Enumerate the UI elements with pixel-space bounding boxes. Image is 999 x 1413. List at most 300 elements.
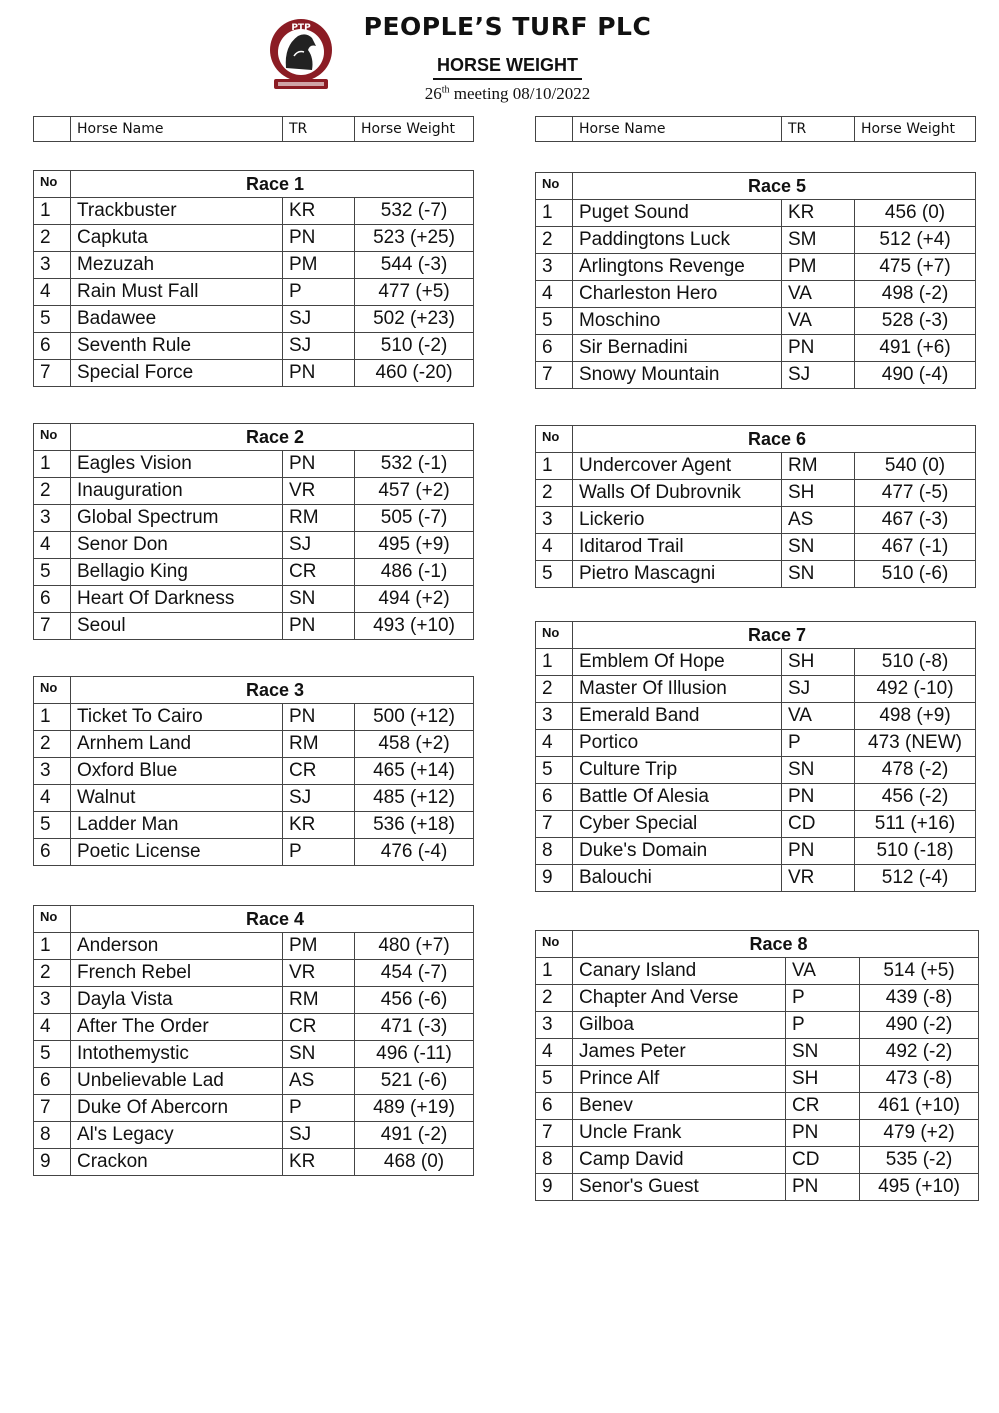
entry-number: 6	[536, 335, 573, 362]
horse-weight: 486 (-1)	[355, 559, 474, 586]
entry-number: 6	[536, 1093, 573, 1120]
no-header: No	[536, 426, 573, 453]
entry-number: 4	[34, 785, 71, 812]
table-row	[536, 757, 976, 784]
table-row	[34, 812, 474, 839]
entry-number: 7	[536, 811, 573, 838]
table-row	[536, 335, 976, 362]
meeting-info: 26th meeting 08/10/2022	[424, 84, 591, 103]
entry-number: 6	[34, 1068, 71, 1095]
horse-name: Walls Of Dubrovnik	[573, 480, 782, 507]
entry-number: 3	[34, 758, 71, 785]
table-row	[536, 649, 976, 676]
trainer-code: KR	[782, 200, 855, 227]
trainer-code: VA	[782, 281, 855, 308]
horse-weight: 493 (+10)	[355, 613, 474, 640]
horse-weight: 544 (-3)	[355, 252, 474, 279]
horse-weight: 492 (-10)	[855, 676, 976, 703]
entry-number: 2	[536, 227, 573, 254]
table-row	[536, 730, 976, 757]
horse-weight: 461 (+10)	[860, 1093, 979, 1120]
no-header: No	[34, 424, 71, 451]
trainer-code: SJ	[782, 676, 855, 703]
horse-weight: 471 (-3)	[355, 1014, 474, 1041]
trainer-code: RM	[283, 987, 355, 1014]
horse-weight: 473 (NEW)	[855, 730, 976, 757]
trainer-code: VA	[782, 703, 855, 730]
horse-name-header: Horse Name	[573, 117, 782, 142]
trainer-code: PM	[782, 254, 855, 281]
table-row	[536, 1039, 979, 1066]
table-row	[536, 200, 976, 227]
trainer-code: P	[283, 279, 355, 306]
horse-weight: 473 (-8)	[860, 1066, 979, 1093]
horse-name: Paddingtons Luck	[573, 227, 782, 254]
race-title: Race 4	[71, 906, 474, 933]
trainer-code: KR	[283, 812, 355, 839]
horse-name: Arnhem Land	[71, 731, 283, 758]
table-row	[536, 784, 976, 811]
trainer-code: VR	[283, 478, 355, 505]
entry-number: 6	[536, 784, 573, 811]
column-header-right	[535, 116, 976, 142]
entry-number: 5	[536, 308, 573, 335]
trainer-code: SJ	[283, 532, 355, 559]
entry-number: 3	[34, 252, 71, 279]
race-table-4	[33, 905, 474, 1176]
horse-name: Bellagio King	[71, 559, 283, 586]
trainer-code: SH	[782, 649, 855, 676]
entry-number: 8	[34, 1122, 71, 1149]
horse-name: Intothemystic	[71, 1041, 283, 1068]
entry-number: 2	[34, 731, 71, 758]
entry-number: 3	[34, 987, 71, 1014]
trainer-code: P	[786, 1012, 860, 1039]
horse-name: Master Of Illusion	[573, 676, 782, 703]
horse-weight: 489 (+19)	[355, 1095, 474, 1122]
horse-name: Senor's Guest	[573, 1174, 786, 1201]
table-row	[34, 306, 474, 333]
horse-name: Crackon	[71, 1149, 283, 1176]
horse-name: Trackbuster	[71, 198, 283, 225]
entry-number: 7	[34, 613, 71, 640]
entry-number: 1	[536, 453, 573, 480]
table-row	[34, 613, 474, 640]
horse-weight: 460 (-20)	[355, 360, 474, 387]
horse-name: Badawee	[71, 306, 283, 333]
horse-name: Arlingtons Revenge	[573, 254, 782, 281]
trainer-code: PM	[283, 252, 355, 279]
race-title: Race 1	[71, 171, 474, 198]
table-row	[536, 1147, 979, 1174]
horse-name: Capkuta	[71, 225, 283, 252]
table-row	[34, 839, 474, 866]
trainer-code: SJ	[283, 333, 355, 360]
table-row	[34, 279, 474, 306]
trainer-code: PN	[283, 451, 355, 478]
entry-number: 7	[536, 362, 573, 389]
table-row	[34, 478, 474, 505]
horse-weight: 456 (0)	[855, 200, 976, 227]
trainer-code: KR	[283, 1149, 355, 1176]
table-row	[536, 254, 976, 281]
horse-name: Emblem Of Hope	[573, 649, 782, 676]
horse-name: French Rebel	[71, 960, 283, 987]
horse-name: Poetic License	[71, 839, 283, 866]
horse-weight: 490 (-4)	[855, 362, 976, 389]
trainer-code: RM	[283, 731, 355, 758]
trainer-code: SJ	[782, 362, 855, 389]
horse-weight: 514 (+5)	[860, 958, 979, 985]
horse-name: Cyber Special	[573, 811, 782, 838]
table-row	[536, 362, 976, 389]
entry-number: 7	[536, 1120, 573, 1147]
entry-number: 5	[34, 812, 71, 839]
race-title: Race 7	[573, 622, 976, 649]
table-row	[34, 1149, 474, 1176]
horse-weight: 477 (-5)	[855, 480, 976, 507]
trainer-code: SJ	[283, 1122, 355, 1149]
trainer-code: SJ	[283, 306, 355, 333]
column-header-left	[33, 116, 474, 142]
horse-weight: 468 (0)	[355, 1149, 474, 1176]
trainer-code: PN	[283, 360, 355, 387]
horse-name: Heart Of Darkness	[71, 586, 283, 613]
tr-header: TR	[283, 117, 355, 142]
entry-number: 5	[34, 1041, 71, 1068]
table-row	[34, 1014, 474, 1041]
horse-name: James Peter	[573, 1039, 786, 1066]
table-row	[536, 561, 976, 588]
horse-name: Seventh Rule	[71, 333, 283, 360]
trainer-code: PN	[782, 838, 855, 865]
trainer-code: CD	[782, 811, 855, 838]
svg-text:PTP: PTP	[291, 23, 311, 33]
table-row	[34, 933, 474, 960]
trainer-code: CD	[786, 1147, 860, 1174]
horse-name: Walnut	[71, 785, 283, 812]
horse-weight: 454 (-7)	[355, 960, 474, 987]
entry-number: 4	[536, 730, 573, 757]
entry-number: 1	[34, 704, 71, 731]
entry-number: 2	[536, 985, 573, 1012]
table-row	[536, 281, 976, 308]
table-row	[34, 758, 474, 785]
table-row	[34, 532, 474, 559]
horse-weight: 532 (-1)	[355, 451, 474, 478]
company-title: PEOPLE’S TURF PLC	[363, 12, 652, 41]
trainer-code: SN	[782, 534, 855, 561]
trainer-code: PN	[786, 1174, 860, 1201]
table-row	[34, 1122, 474, 1149]
horse-weight: 491 (+6)	[855, 335, 976, 362]
horse-name-header: Horse Name	[71, 117, 283, 142]
no-header: No	[34, 677, 71, 704]
trainer-code: PN	[283, 613, 355, 640]
horse-weight: 492 (-2)	[860, 1039, 979, 1066]
document-subtitle: HORSE WEIGHT	[300, 55, 715, 80]
entry-number: 2	[34, 478, 71, 505]
horse-name: Prince Alf	[573, 1066, 786, 1093]
horse-name: Senor Don	[71, 532, 283, 559]
entry-number: 2	[536, 480, 573, 507]
entry-number: 6	[34, 839, 71, 866]
horse-weight: 439 (-8)	[860, 985, 979, 1012]
horse-name: Iditarod Trail	[573, 534, 782, 561]
entry-number: 2	[34, 960, 71, 987]
table-row	[536, 985, 979, 1012]
horse-name: Puget Sound	[573, 200, 782, 227]
trainer-code: CR	[283, 1014, 355, 1041]
trainer-code: CR	[283, 559, 355, 586]
horse-name: Balouchi	[573, 865, 782, 892]
horse-name: Dayla Vista	[71, 987, 283, 1014]
entry-number: 1	[536, 200, 573, 227]
horse-name: Culture Trip	[573, 757, 782, 784]
race-title: Race 2	[71, 424, 474, 451]
horse-weight: 528 (-3)	[855, 308, 976, 335]
horse-weight: 510 (-8)	[855, 649, 976, 676]
horse-weight: 540 (0)	[855, 453, 976, 480]
horse-weight: 511 (+16)	[855, 811, 976, 838]
horse-name: Sir Bernadini	[573, 335, 782, 362]
entry-number: 3	[34, 505, 71, 532]
table-row	[536, 676, 976, 703]
table-row	[34, 505, 474, 532]
horse-weight: 458 (+2)	[355, 731, 474, 758]
table-row	[536, 811, 976, 838]
entry-number: 1	[34, 451, 71, 478]
horse-weight: 494 (+2)	[355, 586, 474, 613]
table-row	[34, 1068, 474, 1095]
trainer-code: P	[283, 839, 355, 866]
trainer-code: SN	[283, 586, 355, 613]
horse-weight: 495 (+9)	[355, 532, 474, 559]
trainer-code: CR	[283, 758, 355, 785]
horse-weight: 480 (+7)	[355, 933, 474, 960]
entry-number: 7	[34, 1095, 71, 1122]
trainer-code: VA	[786, 958, 860, 985]
table-row	[536, 1012, 979, 1039]
horse-weight: 536 (+18)	[355, 812, 474, 839]
horse-name: Mezuzah	[71, 252, 283, 279]
trainer-code: SN	[782, 757, 855, 784]
entry-number: 3	[536, 703, 573, 730]
trainer-code: SN	[283, 1041, 355, 1068]
table-row	[34, 731, 474, 758]
trainer-code: P	[283, 1095, 355, 1122]
entry-number: 5	[536, 757, 573, 784]
entry-number: 4	[34, 1014, 71, 1041]
trainer-code: PN	[782, 784, 855, 811]
trainer-code: SH	[786, 1066, 860, 1093]
table-row	[34, 586, 474, 613]
trainer-code: SM	[782, 227, 855, 254]
trainer-code: PN	[283, 704, 355, 731]
table-row	[536, 1174, 979, 1201]
table-row	[536, 227, 976, 254]
horse-name: Duke's Domain	[573, 838, 782, 865]
table-row	[34, 987, 474, 1014]
horse-weight: 510 (-2)	[355, 333, 474, 360]
table-row	[34, 1041, 474, 1068]
horse-weight: 500 (+12)	[355, 704, 474, 731]
horse-weight: 510 (-6)	[855, 561, 976, 588]
horse-name: Special Force	[71, 360, 283, 387]
horse-name: Lickerio	[573, 507, 782, 534]
trainer-code: KR	[283, 198, 355, 225]
horse-name: Snowy Mountain	[573, 362, 782, 389]
entry-number: 9	[34, 1149, 71, 1176]
table-row	[34, 704, 474, 731]
horse-weight: 496 (-11)	[355, 1041, 474, 1068]
entry-number: 1	[34, 198, 71, 225]
trainer-code: SH	[782, 480, 855, 507]
horse-name: Moschino	[573, 308, 782, 335]
no-header: No	[536, 931, 573, 958]
table-row	[34, 333, 474, 360]
horse-name: Gilboa	[573, 1012, 786, 1039]
horse-weight: 512 (-4)	[855, 865, 976, 892]
horse-name: Inauguration	[71, 478, 283, 505]
trainer-code: SJ	[283, 785, 355, 812]
horse-weight: 498 (+9)	[855, 703, 976, 730]
horse-weight: 535 (-2)	[860, 1147, 979, 1174]
trainer-code: PN	[782, 335, 855, 362]
race-table-2	[33, 423, 474, 640]
trainer-code: AS	[782, 507, 855, 534]
horse-weight-header: Horse Weight	[855, 117, 976, 142]
entry-number: 1	[536, 649, 573, 676]
horse-weight: 485 (+12)	[355, 785, 474, 812]
horse-weight: 498 (-2)	[855, 281, 976, 308]
horse-name: Emerald Band	[573, 703, 782, 730]
horse-name: Al's Legacy	[71, 1122, 283, 1149]
horse-name: Chapter And Verse	[573, 985, 786, 1012]
table-row	[536, 534, 976, 561]
trainer-code: SN	[782, 561, 855, 588]
entry-number: 2	[536, 676, 573, 703]
horse-weight: 521 (-6)	[355, 1068, 474, 1095]
entry-number: 1	[34, 933, 71, 960]
trainer-code: SN	[786, 1039, 860, 1066]
table-row	[34, 451, 474, 478]
trainer-code: PN	[283, 225, 355, 252]
horse-name: Battle Of Alesia	[573, 784, 782, 811]
entry-number: 5	[34, 559, 71, 586]
horse-name: Rain Must Fall	[71, 279, 283, 306]
entry-number: 4	[536, 281, 573, 308]
entry-number: 2	[34, 225, 71, 252]
trainer-code: RM	[283, 505, 355, 532]
horse-name: Uncle Frank	[573, 1120, 786, 1147]
horse-name: Camp David	[573, 1147, 786, 1174]
no-header: No	[536, 622, 573, 649]
entry-number: 6	[34, 586, 71, 613]
horse-weight: 456 (-6)	[355, 987, 474, 1014]
entry-number: 5	[536, 561, 573, 588]
entry-number: 4	[34, 279, 71, 306]
horse-weight: 510 (-18)	[855, 838, 976, 865]
horse-weight: 502 (+23)	[355, 306, 474, 333]
horse-name: Pietro Mascagni	[573, 561, 782, 588]
trainer-code: PM	[283, 933, 355, 960]
horse-weight: 505 (-7)	[355, 505, 474, 532]
table-row	[34, 225, 474, 252]
race-title: Race 8	[573, 931, 979, 958]
table-row	[536, 453, 976, 480]
race-table-5	[535, 172, 976, 389]
horse-weight: 512 (+4)	[855, 227, 976, 254]
entry-number: 1	[536, 958, 573, 985]
race-table-8	[535, 930, 979, 1201]
entry-number: 9	[536, 865, 573, 892]
trainer-code: VR	[283, 960, 355, 987]
table-row	[536, 308, 976, 335]
no-header: No	[34, 906, 71, 933]
race-title: Race 5	[573, 173, 976, 200]
horse-name: Benev	[573, 1093, 786, 1120]
entry-number: 3	[536, 254, 573, 281]
horse-weight: 467 (-3)	[855, 507, 976, 534]
race-title: Race 3	[71, 677, 474, 704]
trainer-code: VR	[782, 865, 855, 892]
horse-weight: 476 (-4)	[355, 839, 474, 866]
table-row	[34, 360, 474, 387]
horse-name: Eagles Vision	[71, 451, 283, 478]
entry-number: 5	[536, 1066, 573, 1093]
horse-name: Oxford Blue	[71, 758, 283, 785]
horse-name: Undercover Agent	[573, 453, 782, 480]
horse-name: After The Order	[71, 1014, 283, 1041]
entry-number: 4	[34, 532, 71, 559]
horse-name: Portico	[573, 730, 782, 757]
table-row	[536, 958, 979, 985]
trainer-code: PN	[786, 1120, 860, 1147]
table-row	[536, 1093, 979, 1120]
race-table-3	[33, 676, 474, 866]
table-row	[536, 1066, 979, 1093]
horse-weight: 491 (-2)	[355, 1122, 474, 1149]
tr-header: TR	[782, 117, 855, 142]
table-row	[536, 480, 976, 507]
race-table-6	[535, 425, 976, 588]
entry-number: 9	[536, 1174, 573, 1201]
table-row	[34, 559, 474, 586]
table-row	[536, 865, 976, 892]
horse-weight: 495 (+10)	[860, 1174, 979, 1201]
race-table-1	[33, 170, 474, 387]
table-row	[34, 198, 474, 225]
table-row	[536, 1120, 979, 1147]
horse-name: Ladder Man	[71, 812, 283, 839]
entry-number: 5	[34, 306, 71, 333]
horse-weight: 479 (+2)	[860, 1120, 979, 1147]
trainer-code: AS	[283, 1068, 355, 1095]
entry-number: 8	[536, 838, 573, 865]
table-row	[34, 960, 474, 987]
table-row	[536, 507, 976, 534]
horse-weight: 467 (-1)	[855, 534, 976, 561]
horse-weight-header: Horse Weight	[355, 117, 474, 142]
entry-number: 4	[536, 534, 573, 561]
horse-name: Global Spectrum	[71, 505, 283, 532]
horse-weight: 456 (-2)	[855, 784, 976, 811]
table-row	[536, 703, 976, 730]
entry-number: 6	[34, 333, 71, 360]
table-row	[34, 1095, 474, 1122]
horse-weight: 475 (+7)	[855, 254, 976, 281]
